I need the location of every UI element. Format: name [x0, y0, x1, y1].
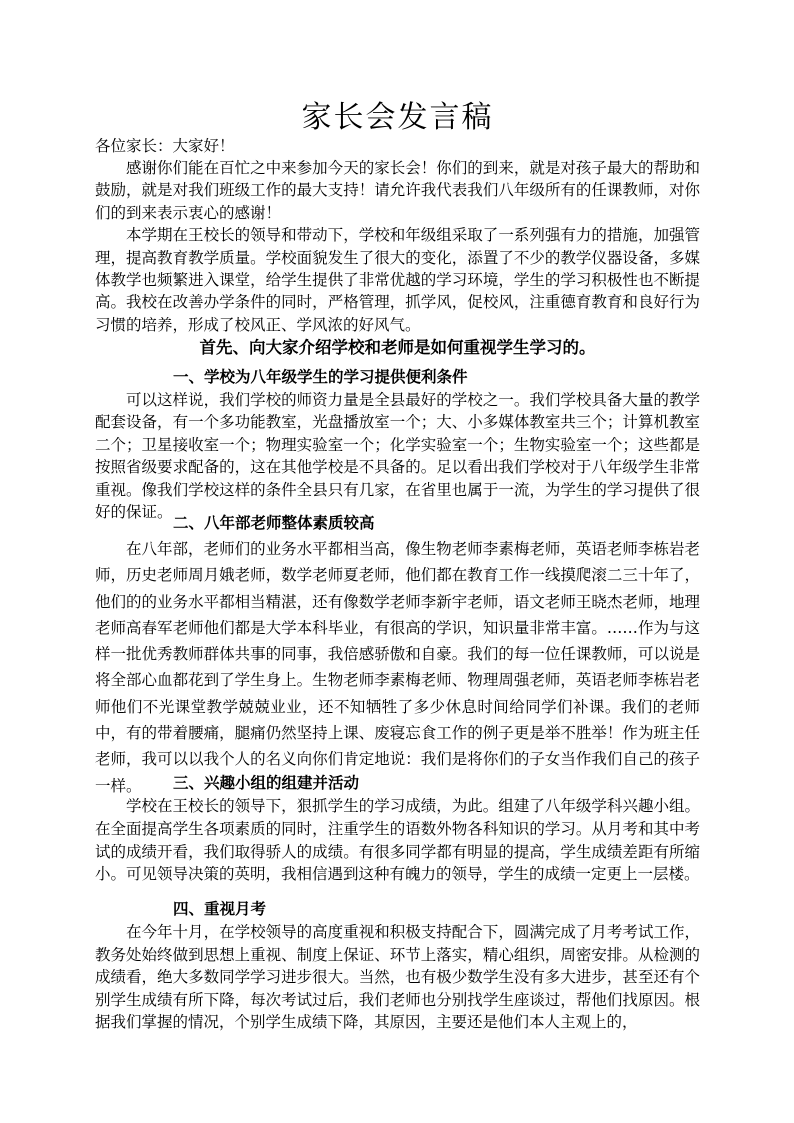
paragraph-thanks: 感谢你们能在百忙之中来参加今天的家长会！你们的到来，就是对孩子最大的帮助和鼓励，就是对我们班级工作的最大支持！请允许我代表我们八年级所有的任课教师，对你们的到来表示衷心的感谢！	[95, 159, 700, 222]
greeting-line: 各位家长：大家好！	[95, 137, 235, 155]
paragraph-teachers: 在八年部，老师们的业务水平都相当高，像生物老师李素梅老师，英语老师李栋岩老师，历史老师周月娥老师，数学老师夏老师，他们都在教育工作一线摸爬滚二三十年了，他们的的业务水平都相当精湛，还有像数学老师李新宇老师，语文老师王晓杰老师，地理老师高春军老师他们都是大学本科毕业，有很高的学识，知识量非常丰富。……作为与这样一批优秀教师群体共事的同事，我倍感骄傲和自豪。我们的每一位任课教师，可以说是将全部心血都花到了学生身上。生物老师李素梅老师、物理周强老师，英语老师李栋岩老师他们不光课堂教学兢兢业业，还不知牺牲了多少休息时间给同学们补课。我们的老师中，有的带着腰痛，腿痛仍然坚持上课、废寝忘食工作的例子更是举不胜举！作为班主任老师，我可以以我个人的名义向你们肯定地说：我们是将你们的子女当作我们自己的孩子一样。	[95, 540, 700, 795]
section-heading-2: 二、八年部老师整体素质较高	[173, 513, 375, 532]
intro-section	[95, 157, 700, 336]
section-heading-3: 三、兴趣小组的组建并活动	[173, 773, 360, 792]
section-heading-4: 四、重视月考	[173, 899, 267, 918]
paragraph-monthly-exam: 在今年十月，在学校领导的高度重视和积极支持配合下，圆满完成了月考考试工作，教务处始终做到思想上重视、制度上保证、环节上落实，精心组织，周密安排。从检测的成绩看，绝大多数同学学习进步很大。当然，也有极少数学生没有多大进步，甚至还有个别学生成绩有所下降，每次考试过后，我们老师也分别找学生座谈过，帮他们找原因。根据我们掌握的情况，个别学生成绩下降，其原因，主要还是他们本人主观上的，	[95, 923, 700, 1032]
section-heading-1: 一、学校为八年级学生的学习提供便利条件	[173, 367, 468, 386]
section-4-body	[95, 921, 700, 1034]
section-3-body	[95, 795, 700, 886]
paragraph-facilities: 可以这样说，我们学校的师资力量是全县最好的学校之一。我们学校具备大量的教学配套设备，有一个多功能教室，光盘播放室一个；大、小多媒体教室共三个；计算机教室二个；卫星接收室一个；物理实验室一个；化学实验室一个；生物实验室一个；这些都是按照省级要求配备的，这在其他学校是不具备的。足以看出我们学校对于八年级学生非常重视。像我们学校这样的条件全县只有几家，在省里也属于一流，为学生的学习提供了很好的保证。	[95, 391, 700, 522]
page-title: 家长会发言稿	[301, 100, 494, 135]
main-heading: 首先、向大家介绍学校和老师是如何重视学生学习的。	[199, 338, 596, 357]
paragraph-semester: 本学期在王校长的领导和带动下，学校和年级组采取了一系列强有力的措施，加强管理，提高教育教学质量。学校面貌发生了很大的变化，添置了不少的教学仪器设备，多媒体教学也频繁进入课堂，给学生提供了非常优越的学习环境，学生的学习积极性也不断提高。我校在改善办学条件的同时，严格管理，抓学风，促校风，注重德育教育和良好行为习惯的培养，形成了校风正、学风浓的好风气。	[95, 226, 700, 334]
section-1-body	[95, 389, 700, 523]
section-2-body	[95, 536, 700, 799]
paragraph-interest-groups: 学校在王校长的领导下，狠抓学生的学习成绩，为此。组建了八年级学科兴趣小组。在全面提高学生各项素质的同时，注重学生的语数外物各科知识的学习。从月考和其中考试的成绩开看，我们取得骄人的成绩。有很多同学都有明显的提高，学生成绩差距有所缩小。可见领导决策的英明，我相信遇到这种有魄力的领导，学生的成绩一定更上一层楼。	[95, 797, 700, 884]
